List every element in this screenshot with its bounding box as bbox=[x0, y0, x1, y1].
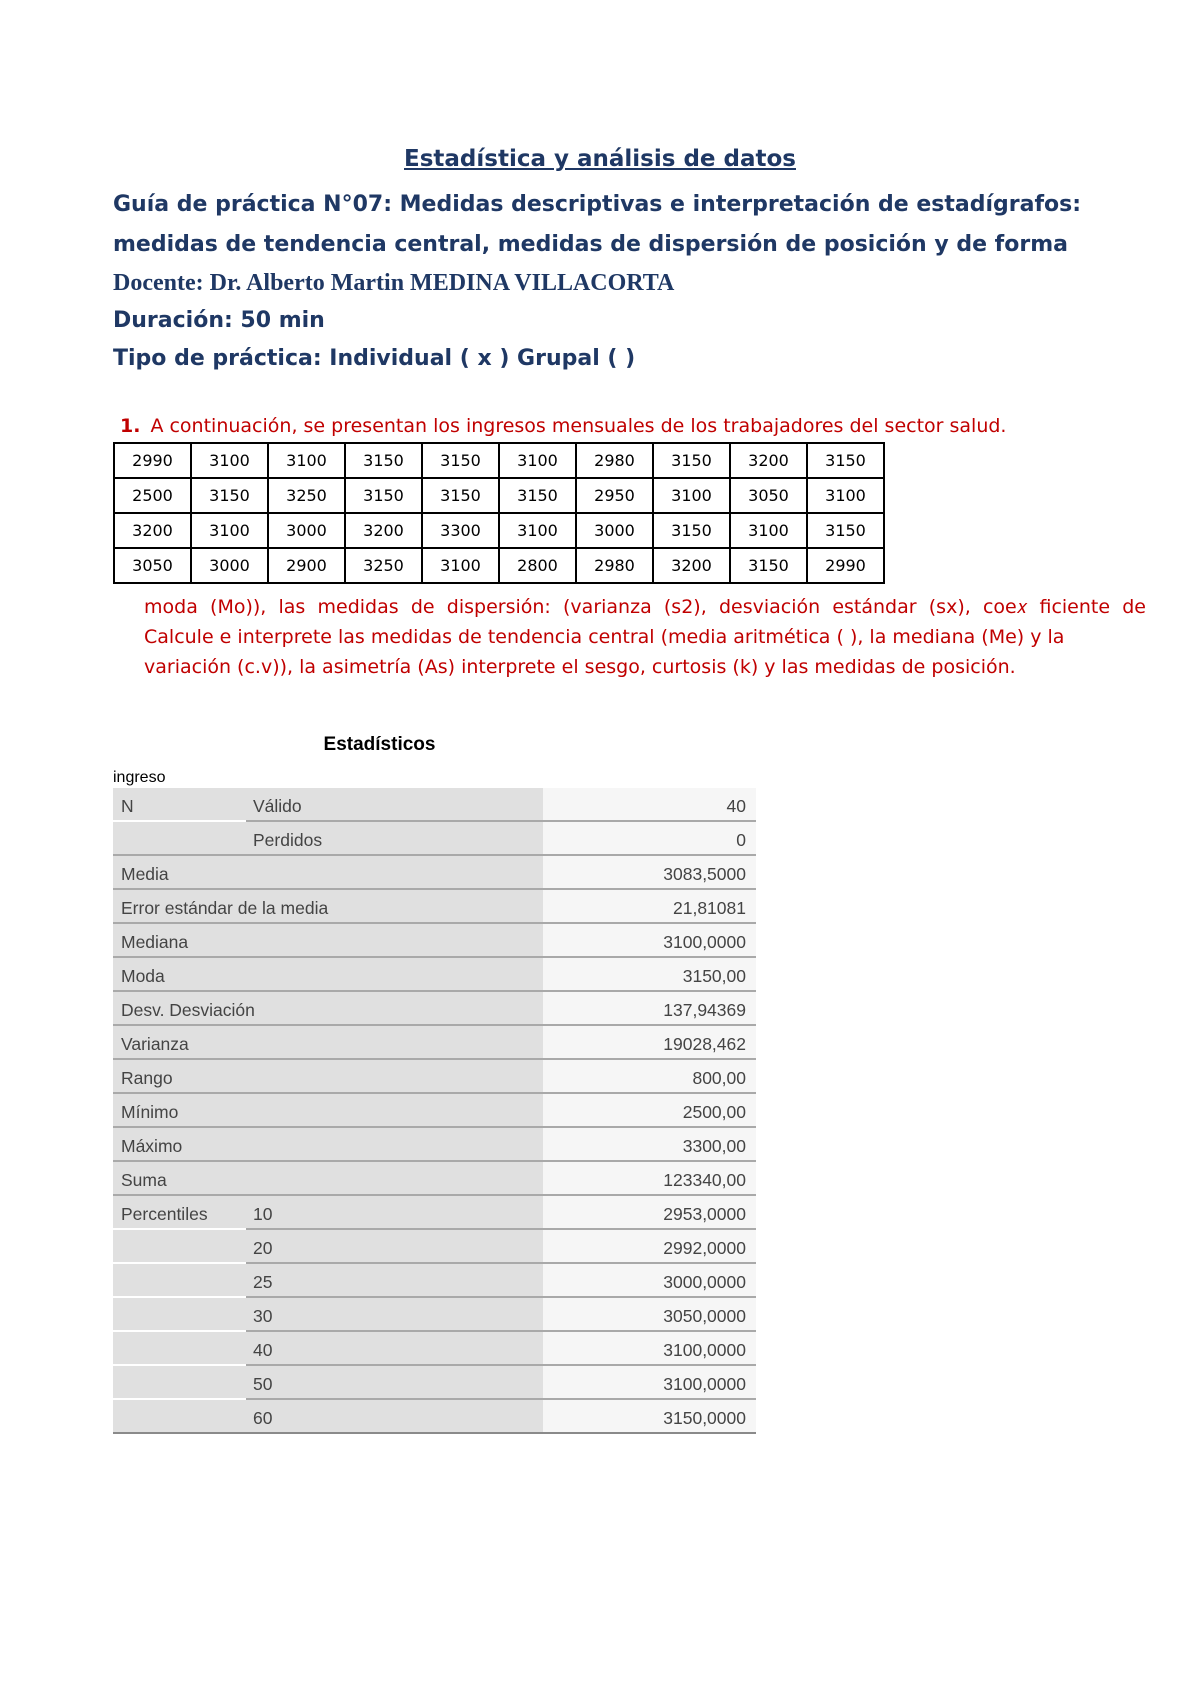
stats-sublabel: Válido bbox=[253, 796, 302, 816]
stats-value: 3050,0000 bbox=[663, 1306, 746, 1326]
table-cell: 3150 bbox=[807, 513, 884, 548]
stats-value: 3083,5000 bbox=[663, 864, 746, 884]
table-cell: 3150 bbox=[345, 443, 422, 478]
stats-row bbox=[113, 1332, 746, 1366]
stats-row bbox=[113, 856, 746, 890]
table-cell: 3150 bbox=[730, 548, 807, 583]
stats-sublabel: 25 bbox=[253, 1272, 273, 1292]
stats-label: Suma bbox=[121, 1170, 167, 1190]
stats-value: 3100,0000 bbox=[663, 1340, 746, 1360]
table-cell: 3150 bbox=[422, 478, 499, 513]
table-row bbox=[114, 443, 884, 478]
statistics-title: Estadísticos bbox=[323, 734, 436, 755]
table-cell: 3200 bbox=[730, 443, 807, 478]
table-cell: 2980 bbox=[576, 548, 653, 583]
stats-row bbox=[113, 1094, 746, 1128]
stats-sublabel: 30 bbox=[253, 1306, 273, 1326]
stats-label: Varianza bbox=[121, 1034, 189, 1054]
table-cell: 3150 bbox=[807, 443, 884, 478]
stats-row bbox=[113, 958, 746, 992]
stats-row bbox=[113, 924, 746, 958]
stats-row bbox=[113, 1298, 746, 1332]
stats-value: 0 bbox=[736, 830, 746, 850]
stats-label: Error estándar de la media bbox=[121, 898, 329, 918]
stats-label: Rango bbox=[121, 1068, 173, 1088]
table-cell: 3150 bbox=[345, 478, 422, 513]
stats-label: Mediana bbox=[121, 932, 189, 952]
table-cell: 2500 bbox=[114, 478, 191, 513]
table-row bbox=[114, 513, 884, 548]
table-cell: 3150 bbox=[653, 513, 730, 548]
table-cell: 3250 bbox=[268, 478, 345, 513]
stats-value: 3000,0000 bbox=[663, 1272, 746, 1292]
stats-row bbox=[113, 822, 746, 856]
stats-value: 3150,00 bbox=[682, 966, 746, 986]
duration-line: Duración: 50 min bbox=[113, 308, 325, 333]
stats-value: 137,94369 bbox=[663, 1000, 746, 1020]
table-cell: 3100 bbox=[422, 548, 499, 583]
stats-value: 2500,00 bbox=[682, 1102, 746, 1122]
guide-title-line2: medidas de tendencia central, medidas de dispersión de posición y de forma bbox=[113, 232, 1068, 257]
table-cell: 3300 bbox=[422, 513, 499, 548]
stats-label: Desv. Desviación bbox=[121, 1000, 255, 1020]
stats-sublabel: 40 bbox=[253, 1340, 273, 1360]
stats-row bbox=[113, 1060, 746, 1094]
guide-title-line1: Guía de práctica N°07: Medidas descriptivas e interpretación de estadígrafos: bbox=[113, 192, 1082, 217]
table-cell: 3000 bbox=[268, 513, 345, 548]
stats-value: 800,00 bbox=[692, 1068, 746, 1088]
stats-label: Percentiles bbox=[121, 1204, 208, 1224]
instruction-line-2: Calcule e interprete las medidas de tendencia central (media aritmética ( ), la mediana (Me) y la bbox=[144, 626, 1065, 648]
stats-row bbox=[113, 1366, 746, 1400]
practice-type-line: Tipo de práctica: Individual ( x ) Grupal ( ) bbox=[113, 346, 636, 371]
stats-row bbox=[113, 1400, 746, 1434]
stats-row bbox=[113, 1162, 746, 1196]
table-cell: 3200 bbox=[653, 548, 730, 583]
stats-row bbox=[113, 1196, 746, 1230]
table-cell: 2980 bbox=[576, 443, 653, 478]
stats-row bbox=[113, 1230, 746, 1264]
table-cell: 3100 bbox=[191, 443, 268, 478]
stats-row bbox=[113, 788, 746, 822]
stats-value: 3300,00 bbox=[682, 1136, 746, 1156]
table-cell: 2990 bbox=[807, 548, 884, 583]
stats-value: 123340,00 bbox=[663, 1170, 746, 1190]
stats-label: Máximo bbox=[121, 1136, 183, 1156]
stats-sublabel: 60 bbox=[253, 1408, 273, 1428]
table-cell: 2950 bbox=[576, 478, 653, 513]
table-cell: 3000 bbox=[576, 513, 653, 548]
table-cell: 3100 bbox=[191, 513, 268, 548]
table-cell: 3050 bbox=[114, 548, 191, 583]
stats-label: Moda bbox=[121, 966, 165, 986]
table-cell: 3100 bbox=[499, 443, 576, 478]
table-cell: 3000 bbox=[191, 548, 268, 583]
income-data-table bbox=[113, 442, 885, 584]
table-cell: 3150 bbox=[499, 478, 576, 513]
table-row bbox=[114, 548, 884, 583]
stats-row bbox=[113, 890, 746, 924]
stats-bottom-border bbox=[113, 1432, 756, 1434]
docente-line: Docente: Dr. Alberto Martin MEDINA VILLACORTA bbox=[113, 270, 675, 296]
stats-value: 3100,0000 bbox=[663, 932, 746, 952]
table-cell: 2900 bbox=[268, 548, 345, 583]
stats-label: Media bbox=[121, 864, 169, 884]
stats-value: 2953,0000 bbox=[663, 1204, 746, 1224]
statistics-variable: ingreso bbox=[113, 769, 166, 786]
table-cell: 3100 bbox=[730, 513, 807, 548]
table-cell: 3050 bbox=[730, 478, 807, 513]
stats-sublabel: 50 bbox=[253, 1374, 273, 1394]
stats-sublabel: 10 bbox=[253, 1204, 273, 1224]
table-row bbox=[114, 478, 884, 513]
stats-row bbox=[113, 1128, 746, 1162]
document-title: Estadística y análisis de datos bbox=[404, 146, 796, 172]
stats-label: Mínimo bbox=[121, 1102, 179, 1122]
table-cell: 3250 bbox=[345, 548, 422, 583]
stats-value: 3100,0000 bbox=[663, 1374, 746, 1394]
question-number: 1. bbox=[120, 415, 141, 437]
table-cell: 2990 bbox=[114, 443, 191, 478]
table-cell: 3100 bbox=[653, 478, 730, 513]
question-1 bbox=[120, 415, 1006, 437]
table-cell: 3150 bbox=[422, 443, 499, 478]
table-cell: 3200 bbox=[345, 513, 422, 548]
stats-row bbox=[113, 1264, 746, 1298]
stats-value: 40 bbox=[726, 796, 746, 816]
table-cell: 3150 bbox=[191, 478, 268, 513]
table-cell: 3200 bbox=[114, 513, 191, 548]
stats-sublabel: Perdidos bbox=[253, 830, 323, 850]
question-text: A continuación, se presentan los ingresos mensuales de los trabajadores del sector salud. bbox=[150, 415, 1007, 437]
stats-label: N bbox=[121, 796, 134, 816]
table-cell: 3100 bbox=[268, 443, 345, 478]
table-cell: 3100 bbox=[807, 478, 884, 513]
table-cell: 2800 bbox=[499, 548, 576, 583]
instruction-line-3: variación (c.v)), la asimetría (As) interprete el sesgo, curtosis (k) y las medidas de posición. bbox=[144, 656, 1016, 678]
table-cell: 3100 bbox=[499, 513, 576, 548]
stats-row bbox=[113, 1026, 746, 1060]
instruction-line-1: moda (Mo)), las medidas de dispersión: (varianza (s2), desviación estándar (sx), coe𝑥 ficiente de bbox=[144, 596, 1146, 618]
stats-value: 3150,0000 bbox=[663, 1408, 746, 1428]
stats-sublabel: 20 bbox=[253, 1238, 273, 1258]
stats-value: 2992,0000 bbox=[663, 1238, 746, 1258]
stats-row bbox=[113, 992, 746, 1026]
table-cell: 3150 bbox=[653, 443, 730, 478]
stats-value: 21,81081 bbox=[673, 898, 746, 918]
stats-value: 19028,462 bbox=[663, 1034, 746, 1054]
